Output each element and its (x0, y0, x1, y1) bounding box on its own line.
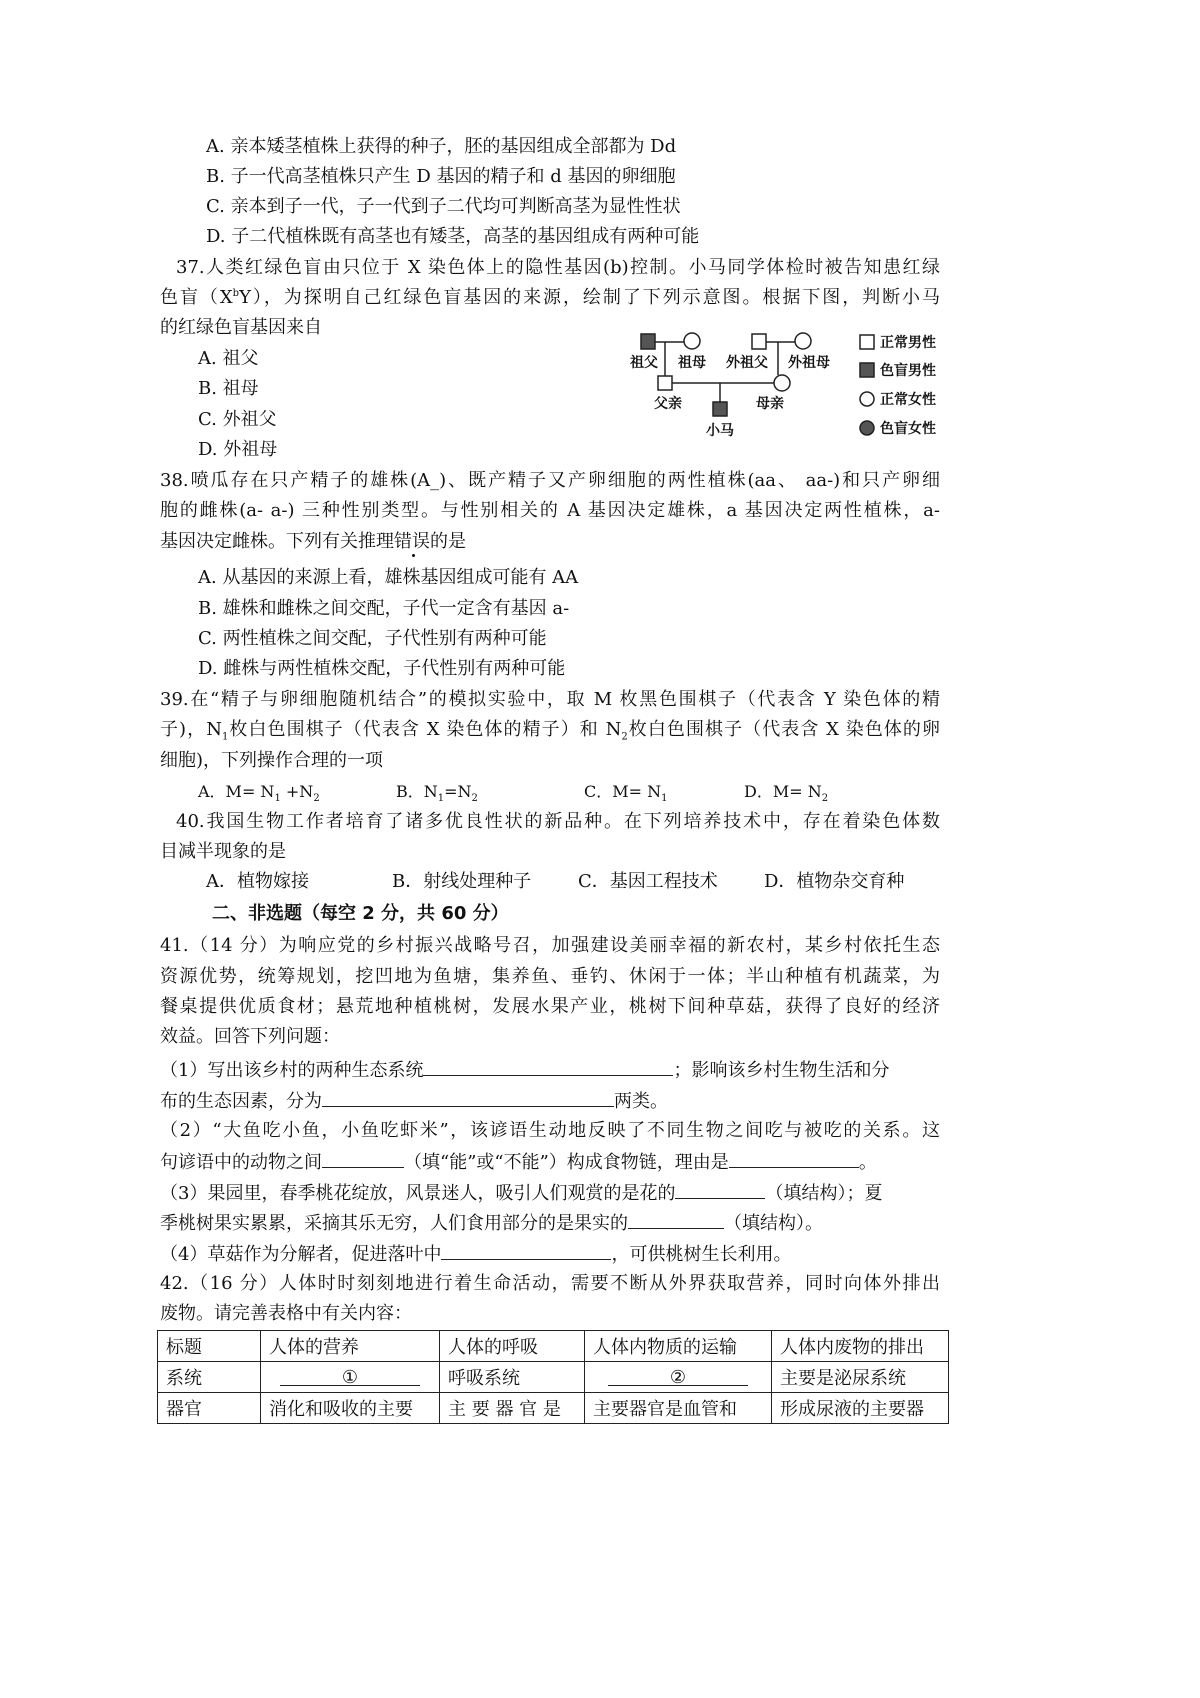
t: 两类。 (614, 1091, 668, 1112)
q36-option-a: A. 亲本矮茎植株上获得的种子，胚的基因组成全部都为 Dd (206, 136, 677, 157)
q38-option-c: C. 两性植株之间交配，子代性别有两种可能 (198, 628, 547, 649)
t: 季桃树果实累累，采摘其乐无穷，人们食用部分的是果实的 (160, 1213, 628, 1234)
q37-superscript: b (232, 288, 240, 299)
q37-stem-line1: 37.人类红绿色盲由只位于 X 染色体上的隐性基因(b)控制。小马同学体检时被告知患红绿 (176, 257, 940, 278)
answer-blank[interactable] (423, 1057, 673, 1076)
q39-option-c (584, 780, 668, 804)
child-symbol (713, 402, 727, 416)
q40-option-b: B．射线处理种子 (392, 871, 532, 892)
t: 1 (661, 793, 668, 805)
q37-option-a: A. 祖父 (198, 348, 259, 369)
table-cell: 人体内物质的运输 (585, 1331, 772, 1362)
pedigree-chart (600, 320, 960, 450)
q41-part3-line1 (160, 1180, 882, 1204)
label-mother: 母亲 (756, 396, 784, 412)
q39-option-d (744, 780, 828, 804)
q39-stem-line3: 细胞)，下列操作合理的一项 (160, 750, 384, 771)
answer-blank[interactable] (628, 1210, 724, 1229)
q39-stem-line2 (160, 718, 940, 742)
t: （填结构）；夏 (765, 1183, 883, 1204)
t: +N (280, 782, 314, 801)
q41-stem-line2: 资源优势，统筹规划，挖凹地为鱼塘，集养鱼、垂钓、休闲于一体；半山种植有机蔬菜，为 (160, 966, 940, 987)
t: （4）草菇作为分解者，促进落叶中 (160, 1244, 442, 1265)
table-cell: 人体的营养 (261, 1331, 440, 1362)
q38-emphasis: 错误 (394, 531, 430, 552)
table-cell: 系统 (158, 1362, 261, 1393)
maternal-grandmother-symbol (795, 333, 811, 349)
t: （1）写出该乡村的两种生态系统 (160, 1060, 424, 1081)
table-cell: 形成尿液的主要器 (772, 1393, 949, 1424)
q38-stem-line3 (160, 530, 466, 554)
table-cell: 人体内废物的排出 (772, 1331, 949, 1362)
label-maternal-grandmother: 外祖母 (788, 355, 830, 371)
q38-option-d: D. 雌株与两性植株交配，子代性别有两种可能 (198, 658, 566, 679)
q39-text: 子)，N (160, 719, 222, 740)
legend-normal-female-icon (860, 392, 874, 406)
q40-stem-line2: 目减半现象的是 (160, 841, 286, 862)
q39-text: 枚白色围棋子（代表含 X 染色体的卵 (627, 719, 940, 740)
q41-part3-line2 (160, 1210, 823, 1234)
table-cell: 主要器官是血管和 (585, 1393, 772, 1424)
q41-part2-line1: （2）“大鱼吃小鱼，小鱼吃虾米”，该谚语生动地反映了不同生物之间吃与被吃的关系。这 (160, 1120, 940, 1141)
table-cell: 呼吸系统 (440, 1362, 585, 1393)
t: 布的生态因素，分为 (160, 1091, 322, 1112)
table-row (158, 1362, 949, 1393)
legend-affected-female: 色盲女性 (880, 421, 936, 437)
table-cell: 消化和吸收的主要 (261, 1393, 440, 1424)
q36-option-c: C. 亲本到子一代，子一代到子二代均可判断高茎为显性性状 (206, 196, 681, 217)
q40-option-d: D．植物杂交育种 (764, 871, 905, 892)
t: 1 (437, 793, 445, 805)
grandfather-symbol (641, 334, 655, 349)
q42-stem-line2: 废物。请完善表格中有关内容： (160, 1303, 412, 1324)
q41-part1-line1 (160, 1057, 889, 1081)
t: 2 (821, 793, 829, 805)
legend-affected-female-icon (860, 421, 874, 435)
q38-option-a: A. 从基因的来源上看，雄株基因组成可能有 AA (198, 567, 579, 588)
grandmother-symbol (684, 333, 700, 349)
label-father: 父亲 (654, 396, 682, 412)
section-heading: 二、非选题（每空 2 分，共 60 分） (212, 903, 509, 924)
blank-2[interactable]: ② (608, 1367, 748, 1386)
t: =N (444, 782, 472, 801)
t: （填“能”或“不能”）构成食物链，理由是 (404, 1152, 729, 1173)
t: B．N (396, 782, 438, 801)
q37-stem-line3: 的红绿色盲基因来自 (160, 317, 322, 338)
answer-blank[interactable] (441, 1241, 611, 1260)
q39-text: 枚白色围棋子（代表含 X 染色体的精子）和 N (228, 719, 622, 740)
blank-1[interactable]: ① (280, 1367, 420, 1386)
q41-stem-line4: 效益。回答下列问题： (160, 1026, 340, 1047)
q41-part4 (160, 1241, 791, 1265)
q39-subscript: 1 (221, 731, 229, 742)
legend-normal-male-icon (860, 335, 874, 349)
table-cell: 标题 (158, 1331, 261, 1362)
q39-option-a (198, 780, 320, 804)
answer-blank[interactable] (322, 1088, 614, 1107)
t: ，可供桃树生长利用。 (611, 1244, 792, 1265)
q40-option-c: C．基因工程技术 (578, 871, 718, 892)
q41-stem-line3: 餐桌提供优质食材；悬荒地种植桃树，发展水果产业，桃树下间种草菇，获得了良好的经济 (160, 996, 940, 1017)
q37-option-b: B. 祖母 (198, 378, 259, 399)
t: 1 (274, 793, 281, 805)
mother-symbol (774, 375, 790, 391)
q38-text: 的是 (430, 531, 466, 552)
t: 。 (858, 1152, 877, 1173)
q40-stem-line1: 40.我国生物工作者培育了诸多优良性状的新品种。在下列培养技术中，存在着染色体数 (176, 811, 940, 832)
q40-option-a: A．植物嫁接 (206, 871, 309, 892)
q37-option-c: C. 外祖父 (198, 409, 277, 430)
legend-normal-female: 正常女性 (880, 392, 936, 408)
table-cell: 人体的呼吸 (440, 1331, 585, 1362)
legend-affected-male-icon (860, 363, 874, 377)
label-grandfather: 祖父 (630, 355, 658, 371)
q37-stem-line2 (160, 286, 940, 310)
t: D．M= N (744, 782, 822, 801)
q38-option-b: B. 雄株和雌株之间交配，子代一定含有基因 a- (198, 598, 570, 619)
q36-option-b: B. 子一代高茎植株只产生 D 基因的精子和 d 基因的卵细胞 (206, 166, 676, 187)
q41-stem-line1: 41.（14 分）为响应党的乡村振兴战略号召，加强建设美丽幸福的新农村，某乡村依托生态 (160, 935, 940, 956)
label-grandmother: 祖母 (678, 355, 706, 371)
t: ；影响该乡村生物生活和分 (673, 1060, 890, 1081)
t: 2 (471, 793, 478, 805)
q42-stem-line1: 42.（16 分）人体时时刻刻地进行着生命活动，需要不断从外界获取营养，同时向体外排出 (160, 1273, 940, 1294)
q37-text: Y），为探明自己红绿色盲基因的来源，绘制了下列示意图。根据下图，判断小马 (239, 287, 940, 308)
q36-option-d: D. 子二代植株既有高茎也有矮茎，高茎的基因组成有两种可能 (206, 226, 700, 247)
maternal-grandfather-symbol (752, 334, 766, 349)
legend-normal-male: 正常男性 (880, 335, 936, 351)
q37-option-d: D. 外祖母 (198, 439, 278, 460)
q38-stem-line2: 胞的雌株(a- a-) 三种性别类型。与性别相关的 A 基因决定雄株，a 基因决定两性植株，a- (160, 500, 940, 521)
table-cell-blank[interactable] (585, 1362, 772, 1393)
legend-affected-male: 色盲男性 (880, 363, 936, 379)
table-cell: 主要是泌尿系统 (772, 1362, 949, 1393)
label-child: 小马 (706, 423, 734, 439)
t: C．M= N (584, 782, 662, 801)
q41-part1-line2 (160, 1088, 668, 1112)
q37-text: 色盲（X (160, 287, 233, 308)
q41-part2-line2 (160, 1149, 877, 1173)
q39-stem-line1: 39.在“精子与卵细胞随机结合”的模拟实验中，取 M 枚黑色围棋子（代表含 Y 染色体的精 (160, 689, 940, 710)
q38-stem-line1: 38.喷瓜存在只产精子的雄株(A_)、既产精子又产卵细胞的两性植株(aa、 aa-)和只产卵细 (160, 470, 940, 491)
t: A．M= N (198, 782, 275, 801)
t: 句谚语中的动物之间 (160, 1152, 322, 1173)
q39-subscript: 2 (621, 731, 628, 742)
answer-blank[interactable] (322, 1149, 404, 1168)
q39-option-b (396, 780, 478, 804)
table-cell: 器官 (158, 1393, 261, 1424)
father-symbol (658, 376, 672, 390)
q38-text: 基因决定雌株。下列有关推理 (160, 531, 394, 552)
q42-table (157, 1330, 949, 1424)
answer-blank[interactable] (675, 1180, 765, 1199)
table-cell: 主 要 器 官 是 (440, 1393, 585, 1424)
answer-blank[interactable] (729, 1149, 859, 1168)
table-row (158, 1393, 949, 1424)
label-maternal-grandfather: 外祖父 (726, 355, 768, 371)
t: （3）果园里，春季桃花绽放，风景迷人，吸引人们观赏的是花的 (160, 1183, 676, 1204)
table-cell-blank[interactable] (261, 1362, 440, 1393)
t: 2 (313, 793, 320, 805)
t: （填结构）。 (724, 1213, 823, 1234)
table-row (158, 1331, 949, 1362)
